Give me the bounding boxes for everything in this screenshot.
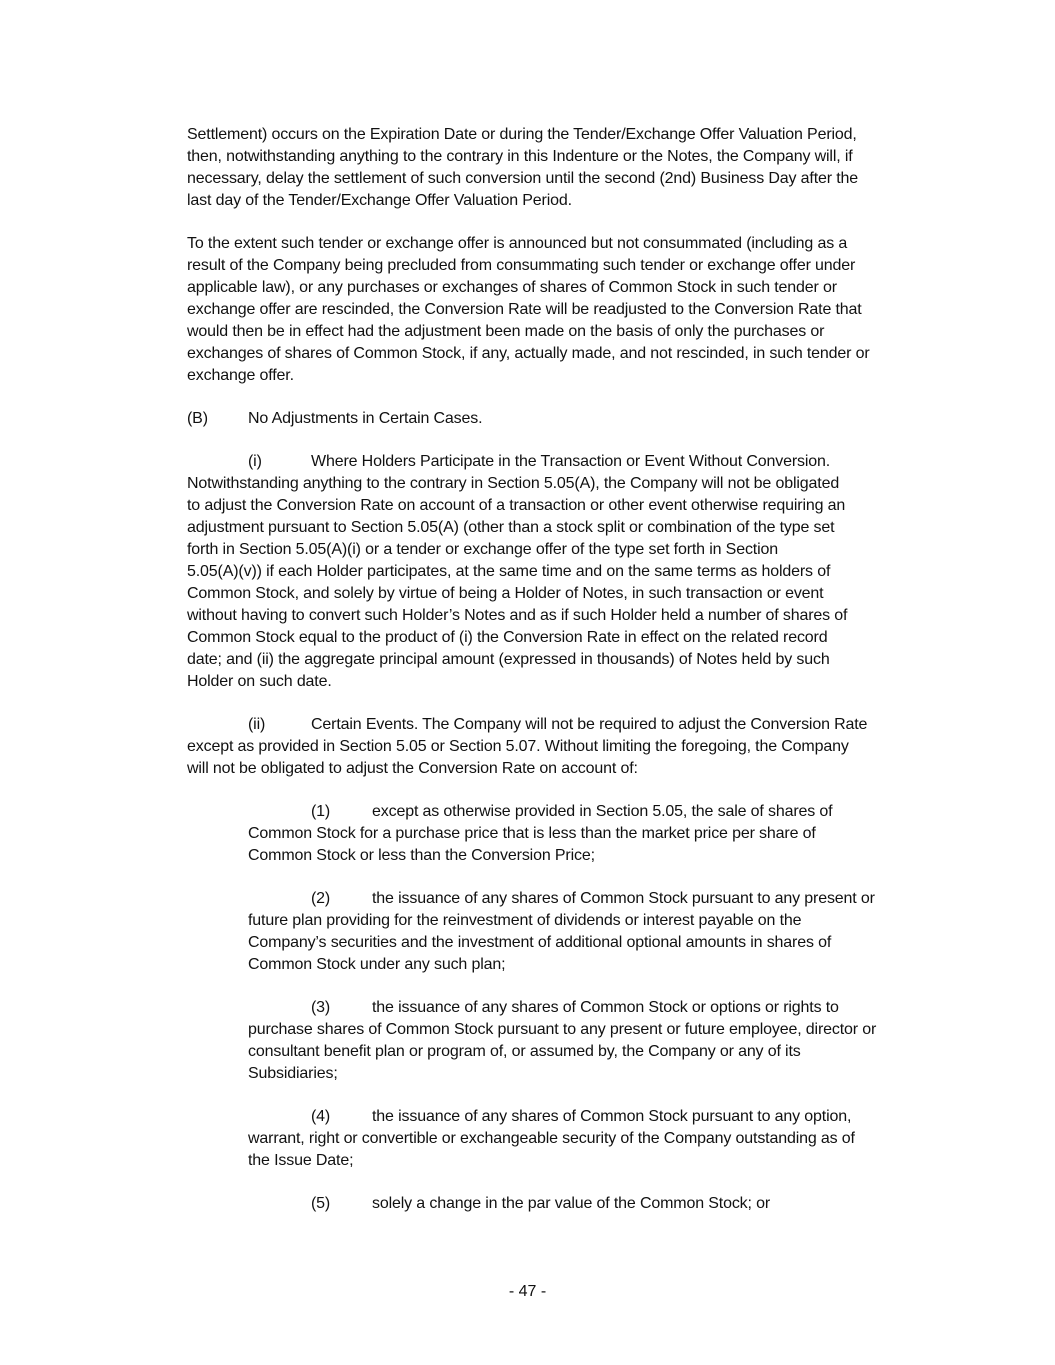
text-line bbox=[187, 627, 947, 649]
line-text: Where Holders Participate in the Transaction or Event Without Conversion. bbox=[311, 453, 831, 470]
line-text: adjustment pursuant to Section 5.05(A) (other than a stock split or combination of the type set bbox=[187, 519, 835, 536]
line-text: the Issue Date; bbox=[248, 1152, 354, 1169]
page-number: - 47 - bbox=[508, 1283, 547, 1300]
text-line bbox=[187, 146, 947, 168]
text-line bbox=[187, 671, 947, 693]
line-text: Certain Events. The Company will not be required to adjust the Conversion Rate bbox=[311, 716, 868, 733]
line-text: Common Stock equal to the product of (i) the Conversion Rate in effect on the related record bbox=[187, 629, 828, 646]
line-text: To the extent such tender or exchange offer is announced but not consummated (including as a bbox=[187, 235, 848, 252]
text-line bbox=[248, 1063, 947, 1085]
text-line bbox=[187, 124, 947, 146]
paragraph bbox=[248, 1106, 947, 1172]
text-line bbox=[248, 888, 947, 910]
text-line bbox=[187, 758, 947, 780]
text-line bbox=[248, 1019, 947, 1041]
line-text: Notwithstanding anything to the contrary in Section 5.05(A), the Company will not be obligated bbox=[187, 475, 840, 492]
text-line bbox=[248, 823, 947, 845]
text-line bbox=[248, 1041, 947, 1063]
text-line bbox=[248, 932, 947, 954]
line-text: the issuance of any shares of Common Stock pursuant to any option, bbox=[372, 1108, 852, 1125]
line-text: 5.05(A)(v)) if each Holder participates, at the same time and on the same terms as holders of bbox=[187, 563, 831, 580]
paragraph bbox=[248, 997, 947, 1085]
line-text: Common Stock or less than the Conversion Price; bbox=[248, 847, 595, 864]
line-text: except as otherwise provided in Section 5.05, the sale of shares of bbox=[372, 803, 833, 820]
line-text: except as provided in Section 5.05 or Section 5.07. Without limiting the foregoing, the Company bbox=[187, 738, 849, 755]
line-text: Common Stock for a purchase price that is less than the market price per share of bbox=[248, 825, 816, 842]
line-text: necessary, delay the settlement of such conversion until the second (2nd) Business Day after the bbox=[187, 170, 859, 187]
line-text: forth in Section 5.05(A)(i) or a tender or exchange offer of the type set forth in Section bbox=[187, 541, 778, 558]
text-line bbox=[187, 299, 947, 321]
text-line bbox=[187, 714, 947, 736]
text-line bbox=[248, 910, 947, 932]
line-text: Common Stock under any such plan; bbox=[248, 956, 506, 973]
text-line bbox=[187, 451, 947, 473]
line-text: Subsidiaries; bbox=[248, 1065, 338, 1082]
clause-label: (3) bbox=[311, 999, 331, 1016]
clause-label: (ii) bbox=[248, 716, 266, 733]
text-line bbox=[187, 343, 947, 365]
paragraph bbox=[248, 888, 947, 976]
text-line bbox=[187, 561, 947, 583]
line-text: purchase shares of Common Stock pursuant to any present or future employee, director or bbox=[248, 1021, 877, 1038]
paragraph bbox=[187, 124, 947, 212]
clause-label: (1) bbox=[311, 803, 331, 820]
line-text: the issuance of any shares of Common Stock pursuant to any present or bbox=[372, 890, 875, 907]
text-line bbox=[248, 1193, 947, 1215]
text-line bbox=[187, 605, 947, 627]
document-page bbox=[187, 124, 947, 1236]
line-text: warrant, right or convertible or exchangeable security of the Company outstanding as of bbox=[248, 1130, 855, 1147]
clause-label: (2) bbox=[311, 890, 331, 907]
line-text: future plan providing for the reinvestment of dividends or interest payable on the bbox=[248, 912, 802, 929]
line-text: will not be obligated to adjust the Conversion Rate on account of: bbox=[187, 760, 638, 777]
line-text: exchange offer. bbox=[187, 367, 294, 384]
line-text: without having to convert such Holder’s Notes and as if such Holder held a number of shares of bbox=[187, 607, 848, 624]
section-heading bbox=[187, 408, 947, 430]
line-text: Holder on such date. bbox=[187, 673, 332, 690]
text-line bbox=[248, 997, 947, 1019]
clause-label: (5) bbox=[311, 1195, 331, 1212]
clause-label: (B) bbox=[187, 410, 208, 427]
text-line bbox=[187, 255, 947, 277]
line-text: Common Stock, and solely by virtue of being a Holder of Notes, in such transaction or event bbox=[187, 585, 824, 602]
line-text: last day of the Tender/Exchange Offer Valuation Period. bbox=[187, 192, 572, 209]
text-line bbox=[187, 583, 947, 605]
text-line bbox=[248, 954, 947, 976]
text-line bbox=[248, 1150, 947, 1172]
line-text: would then be in effect had the adjustment been made on the basis of only the purchases or bbox=[187, 323, 825, 340]
text-line bbox=[248, 1128, 947, 1150]
text-line bbox=[187, 517, 947, 539]
text-line bbox=[187, 321, 947, 343]
line-text: applicable law), or any purchases or exchanges of shares of Common Stock in such tender or bbox=[187, 279, 837, 296]
text-line bbox=[187, 649, 947, 671]
text-line bbox=[248, 801, 947, 823]
line-text: No Adjustments in Certain Cases. bbox=[248, 410, 483, 427]
clause-label: (4) bbox=[311, 1108, 331, 1125]
text-line bbox=[187, 365, 947, 387]
line-text: then, notwithstanding anything to the contrary in this Indenture or the Notes, the Company will, if bbox=[187, 148, 853, 165]
text-line bbox=[187, 736, 947, 758]
clause-label: (i) bbox=[248, 453, 262, 470]
text-line bbox=[187, 277, 947, 299]
paragraph bbox=[248, 801, 947, 867]
paragraph bbox=[187, 233, 947, 387]
text-line bbox=[248, 845, 947, 867]
line-text: exchange offer are rescinded, the Conversion Rate will be readjusted to the Conversion Rate that bbox=[187, 301, 862, 318]
text-line bbox=[187, 190, 947, 212]
paragraph bbox=[187, 451, 947, 693]
text-line bbox=[187, 168, 947, 190]
paragraph bbox=[187, 714, 947, 780]
line-text: date; and (ii) the aggregate principal amount (expressed in thousands) of Notes held by such bbox=[187, 651, 830, 668]
line-text: the issuance of any shares of Common Stock or options or rights to bbox=[372, 999, 839, 1016]
text-line bbox=[187, 233, 947, 255]
paragraph bbox=[248, 1193, 947, 1215]
line-text: result of the Company being precluded from consummating such tender or exchange offer under bbox=[187, 257, 856, 274]
line-text: solely a change in the par value of the Common Stock; or bbox=[372, 1195, 771, 1212]
text-line bbox=[187, 539, 947, 561]
line-text: Company’s securities and the investment of additional optional amounts in shares of bbox=[248, 934, 832, 951]
text-line bbox=[187, 408, 947, 430]
line-text: consultant benefit plan or program of, or assumed by, the Company or any of its bbox=[248, 1043, 801, 1060]
text-line bbox=[248, 1106, 947, 1128]
text-line bbox=[187, 473, 947, 495]
line-text: to adjust the Conversion Rate on account of a transaction or other event otherwise requiring an bbox=[187, 497, 846, 514]
line-text: Settlement) occurs on the Expiration Date or during the Tender/Exchange Offer Valuation Period, bbox=[187, 126, 857, 143]
text-line bbox=[187, 495, 947, 517]
line-text: exchanges of shares of Common Stock, if any, actually made, and not rescinded, in such tender or bbox=[187, 345, 870, 362]
